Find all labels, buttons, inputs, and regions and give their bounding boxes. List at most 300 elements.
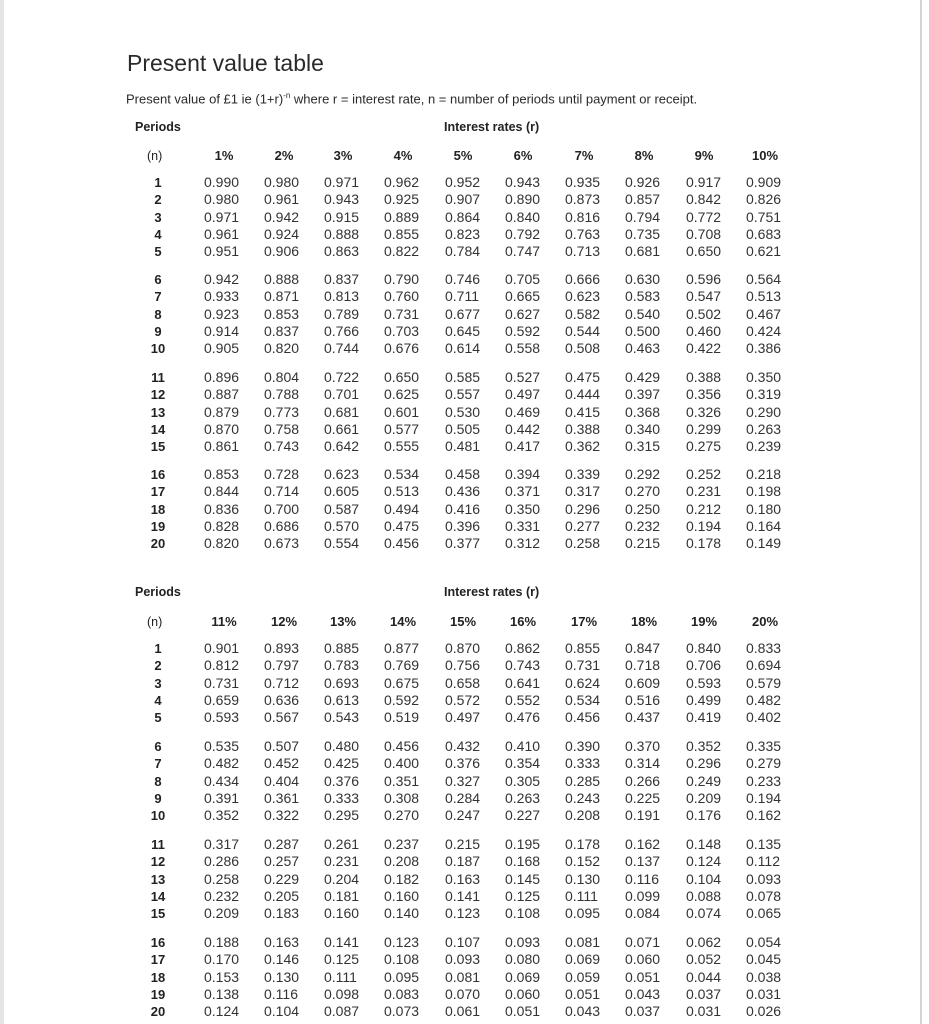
period-number: 4	[154, 692, 162, 708]
table-cell: 0.123	[384, 934, 420, 950]
table-cell: 0.178	[565, 836, 601, 852]
table-cell: 0.232	[625, 517, 661, 534]
table-cell: 0.497	[445, 709, 481, 726]
rate-header: 15%	[449, 614, 477, 629]
table-cell: 0.444	[565, 386, 601, 403]
table-cell: 0.108	[384, 951, 420, 968]
period-number: 13	[150, 871, 166, 887]
table-cell: 0.823	[445, 225, 481, 242]
table-cell: 0.340	[625, 420, 661, 437]
table-cell: 0.837	[264, 322, 300, 339]
table-cell: 0.394	[505, 466, 541, 482]
table-cell: 0.694	[746, 657, 782, 674]
table-cell: 0.104	[686, 870, 722, 887]
period-number: 12	[150, 854, 166, 870]
table-cell: 0.215	[445, 836, 481, 852]
table-cell: 0.456	[384, 738, 420, 754]
table-cell: 0.208	[384, 853, 420, 870]
table-cell: 0.370	[625, 738, 661, 754]
table-cell: 0.231	[686, 483, 722, 500]
table-cell: 0.844	[204, 483, 240, 500]
table-cell: 0.862	[505, 640, 541, 656]
table-cell: 0.797	[264, 657, 300, 674]
table-cell: 0.261	[324, 836, 360, 852]
table-cell: 0.816	[565, 208, 601, 225]
table-cell: 0.163	[264, 934, 300, 950]
table-cell: 0.731	[204, 674, 240, 691]
table-cell: 0.855	[565, 640, 601, 656]
table-cell: 0.296	[565, 500, 601, 517]
table-cell: 0.031	[746, 985, 782, 1002]
table-cell: 0.376	[324, 772, 360, 789]
period-number: 11	[151, 837, 165, 852]
table-cell: 0.513	[746, 288, 782, 305]
table-cell: 0.980	[264, 174, 300, 190]
period-number: 16	[150, 467, 166, 482]
table-cell: 0.071	[625, 934, 661, 950]
table-cell: 0.292	[625, 466, 661, 482]
table-cell: 0.744	[324, 340, 360, 357]
rate-header: 1%	[214, 148, 234, 163]
table-cell: 0.735	[625, 225, 661, 242]
table-cell: 0.388	[565, 420, 601, 437]
table-cell: 0.784	[445, 243, 481, 260]
table-cell: 0.326	[686, 403, 722, 420]
table-cell: 0.182	[384, 870, 420, 887]
table-cell: 0.436	[445, 483, 481, 500]
period-number: 15	[150, 439, 166, 455]
rate-header: 14%	[389, 614, 417, 629]
table-cell: 0.554	[324, 535, 360, 552]
table-cell: 0.270	[625, 483, 661, 500]
table-cell: 0.840	[686, 640, 722, 656]
table-cell: 0.386	[746, 340, 782, 357]
table-cell: 0.062	[686, 934, 722, 950]
table-cell: 0.160	[384, 887, 420, 904]
table-cell: 0.266	[625, 772, 661, 789]
table-cell: 0.706	[686, 657, 722, 674]
table-cell: 0.112	[746, 853, 780, 870]
table-cell: 0.312	[505, 535, 541, 552]
table-cell: 0.416	[445, 500, 481, 517]
rate-header: 8%	[634, 148, 654, 163]
table-cell: 0.961	[204, 225, 240, 242]
table-cell: 0.424	[746, 322, 782, 339]
table-cell: 0.820	[204, 535, 240, 552]
table-cell: 0.356	[686, 386, 722, 403]
table-cell: 0.627	[505, 305, 541, 322]
table-cell: 0.840	[505, 208, 541, 225]
table-cell: 0.354	[505, 755, 541, 772]
table-cell: 0.820	[264, 340, 300, 357]
table-cell: 0.308	[384, 789, 420, 806]
table-cell: 0.909	[746, 174, 782, 190]
table-cell: 0.314	[625, 755, 661, 772]
table-cell: 0.095	[384, 968, 420, 985]
table-cell: 0.031	[686, 1003, 722, 1020]
rate-header: 11%	[211, 614, 237, 629]
table-cell: 0.564	[746, 271, 782, 287]
table-cell: 0.124	[686, 853, 722, 870]
table-cell: 0.915	[324, 208, 360, 225]
table-cell: 0.711	[445, 288, 479, 305]
table-cell: 0.191	[625, 807, 661, 824]
table-cell: 0.400	[384, 755, 420, 772]
table-cell: 0.209	[204, 905, 240, 922]
period-number: 10	[150, 808, 166, 824]
table-cell: 0.665	[505, 288, 541, 305]
table-cell: 0.295	[324, 807, 360, 824]
table-cell: 0.149	[746, 535, 782, 552]
table-cell: 0.513	[384, 483, 420, 500]
table-cell: 0.747	[505, 243, 541, 260]
table-cell: 0.645	[445, 322, 481, 339]
table-cell: 0.864	[445, 208, 481, 225]
table-cell: 0.773	[264, 403, 300, 420]
table-cell: 0.069	[565, 951, 601, 968]
table-cell: 0.790	[384, 271, 420, 287]
table-cell: 0.758	[264, 420, 300, 437]
table-cell: 0.943	[324, 191, 360, 208]
table-cell: 0.054	[746, 934, 782, 950]
table-cell: 0.971	[324, 174, 360, 190]
table-cell: 0.681	[625, 243, 661, 260]
table-cell: 0.577	[384, 420, 420, 437]
table-cell: 0.673	[264, 535, 300, 552]
table-cell: 0.434	[204, 772, 240, 789]
table-cell: 0.074	[686, 905, 722, 922]
table-cell: 0.519	[384, 709, 420, 726]
table-cell: 0.070	[445, 985, 481, 1002]
table-cell: 0.215	[625, 535, 661, 552]
table-cell: 0.078	[746, 887, 782, 904]
table-cell: 0.507	[264, 738, 300, 754]
table-cell: 0.212	[686, 500, 722, 517]
table-cell: 0.658	[445, 674, 481, 691]
table-cell: 0.052	[686, 951, 722, 968]
table-cell: 0.391	[204, 789, 240, 806]
table-cell: 0.708	[686, 225, 722, 242]
subtitle-exponent: -n	[283, 91, 291, 100]
table-cell: 0.794	[625, 208, 661, 225]
table-cell: 0.376	[445, 755, 481, 772]
period-number: 19	[150, 518, 166, 534]
table-cell: 0.051	[505, 1003, 541, 1020]
table-cell: 0.494	[384, 500, 420, 517]
table-cell: 0.138	[204, 985, 240, 1002]
table-cell: 0.700	[264, 500, 300, 517]
table-cell: 0.218	[746, 466, 782, 482]
table-cell: 0.208	[565, 807, 601, 824]
table-cell: 0.475	[384, 517, 420, 534]
table-cell: 0.152	[565, 853, 601, 870]
table-cell: 0.585	[445, 369, 481, 385]
table-cell: 0.942	[204, 271, 240, 287]
table-cell: 0.475	[565, 369, 601, 385]
table-cell: 0.877	[384, 640, 420, 656]
table-cell: 0.452	[264, 755, 300, 772]
table-cell: 0.116	[264, 985, 298, 1002]
table-cell: 0.419	[686, 709, 722, 726]
table-cell: 0.178	[686, 535, 722, 552]
table-cell: 0.141	[445, 887, 481, 904]
period-number: 10	[150, 341, 166, 357]
table-cell: 0.746	[445, 271, 481, 287]
table-cell: 0.499	[686, 691, 722, 708]
table-cell: 0.065	[746, 905, 782, 922]
table-cell: 0.766	[324, 322, 360, 339]
table-cell: 0.099	[625, 887, 661, 904]
table-cell: 0.317	[565, 483, 601, 500]
table-cell: 0.160	[324, 905, 360, 922]
table-cell: 0.508	[565, 340, 601, 357]
table-cell: 0.284	[445, 789, 481, 806]
n-label: (n)	[147, 615, 163, 629]
table-cell: 0.061	[445, 1003, 481, 1020]
table-cell: 0.081	[445, 968, 481, 985]
table-cell: 0.243	[565, 789, 601, 806]
table-cell: 0.368	[625, 403, 661, 420]
table-cell: 0.623	[324, 466, 360, 482]
table-cell: 0.026	[746, 1003, 782, 1020]
table-cell: 0.703	[384, 322, 420, 339]
table-cell: 0.853	[264, 305, 300, 322]
period-number: 2	[154, 658, 162, 674]
table-cell: 0.593	[204, 709, 240, 726]
table-cell: 0.069	[505, 968, 541, 985]
table-cell: 0.095	[565, 905, 601, 922]
table-cell: 0.480	[324, 738, 360, 754]
table-cell: 0.889	[384, 208, 420, 225]
table-cell: 0.530	[445, 403, 481, 420]
table-cell: 0.650	[686, 243, 722, 260]
rate-header: 12%	[270, 614, 298, 629]
table-cell: 0.659	[204, 691, 240, 708]
table-cell: 0.962	[384, 174, 420, 190]
table-cell: 0.769	[384, 657, 420, 674]
table-cell: 0.813	[324, 288, 360, 305]
rate-header: 19%	[690, 614, 718, 629]
table-cell: 0.257	[264, 853, 300, 870]
table-cell: 0.135	[746, 836, 782, 852]
table-cell: 0.093	[746, 870, 782, 887]
table-cell: 0.482	[204, 755, 240, 772]
period-number: 20	[150, 1004, 166, 1020]
rate-header: 9%	[694, 148, 714, 163]
table-cell: 0.543	[324, 709, 360, 726]
rate-header: 6%	[513, 148, 533, 163]
table-cell: 0.534	[565, 691, 601, 708]
table-cell: 0.317	[204, 836, 240, 852]
period-number: 16	[150, 935, 166, 950]
table-cell: 0.712	[264, 674, 300, 691]
table-cell: 0.183	[264, 905, 300, 922]
periods-label: Periods	[135, 120, 181, 134]
table-cell: 0.252	[686, 466, 722, 482]
table-cell: 0.437	[625, 709, 661, 726]
table-cell: 0.822	[384, 243, 420, 260]
table-cell: 0.247	[445, 807, 481, 824]
table-cell: 0.558	[505, 340, 541, 357]
period-number: 7	[154, 756, 162, 772]
table-cell: 0.093	[445, 951, 481, 968]
page-title: Present value table	[127, 50, 324, 76]
rate-header: 7%	[574, 148, 594, 163]
table-cell: 0.783	[324, 657, 360, 674]
table-cell: 0.971	[204, 208, 240, 225]
table-cell: 0.481	[445, 438, 481, 455]
table-cell: 0.279	[746, 755, 782, 772]
table-cell: 0.198	[746, 483, 782, 500]
table-cell: 0.792	[505, 225, 541, 242]
interest-rates-label: Interest rates (r)	[444, 585, 540, 599]
page-edge-right	[920, 0, 922, 1024]
table-cell: 0.826	[746, 191, 782, 208]
period-number: 12	[150, 387, 166, 403]
table-cell: 0.442	[505, 420, 541, 437]
period-number: 9	[154, 323, 162, 339]
table-cell: 0.371	[505, 483, 541, 500]
table-cell: 0.250	[625, 500, 661, 517]
table-cell: 0.961	[264, 191, 300, 208]
table-cell: 0.601	[384, 403, 420, 420]
table-cell: 0.125	[505, 887, 541, 904]
table-cell: 0.162	[625, 836, 661, 852]
table-cell: 0.239	[746, 438, 782, 455]
table-cell: 0.258	[204, 870, 240, 887]
period-number: 5	[154, 244, 162, 260]
period-number: 17	[150, 952, 166, 968]
table-cell: 0.650	[384, 369, 420, 385]
table-cell: 0.333	[565, 755, 601, 772]
period-number: 11	[151, 370, 165, 385]
periods-label: Periods	[135, 585, 181, 599]
table-cell: 0.596	[686, 271, 722, 287]
table-cell: 0.153	[204, 968, 240, 985]
table-cell: 0.140	[384, 905, 420, 922]
table-cell: 0.043	[565, 1003, 601, 1020]
table-cell: 0.828	[204, 517, 240, 534]
table-cell: 0.290	[746, 403, 782, 420]
table-cell: 0.855	[384, 225, 420, 242]
table-cell: 0.093	[505, 934, 541, 950]
table-cell: 0.168	[505, 853, 541, 870]
table-cell: 0.887	[204, 386, 240, 403]
table-cell: 0.714	[264, 483, 300, 500]
table-cell: 0.901	[204, 640, 240, 656]
table-cell: 0.124	[204, 1003, 240, 1020]
period-number: 2	[154, 192, 162, 208]
table-cell: 0.705	[505, 271, 541, 287]
rate-header: 2%	[274, 148, 294, 163]
table-cell: 0.164	[746, 517, 782, 534]
table-cell: 0.613	[324, 691, 360, 708]
table-cell: 0.924	[264, 225, 300, 242]
subtitle-description: where r = interest rate, n = number of periods until payment or receipt.	[290, 91, 698, 107]
table-cell: 0.081	[565, 934, 601, 950]
period-number: 3	[154, 675, 162, 691]
table-cell: 0.258	[565, 535, 601, 552]
table-cell: 0.352	[204, 807, 240, 824]
table-cell: 0.756	[445, 657, 481, 674]
table-cell: 0.123	[445, 905, 481, 922]
table-cell: 0.141	[324, 934, 360, 950]
table-cell: 0.718	[625, 657, 661, 674]
table-cell: 0.043	[625, 985, 661, 1002]
table-cell: 0.233	[746, 772, 782, 789]
table-cell: 0.350	[505, 500, 541, 517]
table-cell: 0.188	[204, 934, 240, 950]
table-cell: 0.111	[565, 887, 598, 904]
table-cell: 0.914	[204, 322, 240, 339]
period-number: 6	[154, 739, 162, 754]
table-cell: 0.417	[505, 438, 541, 455]
period-number: 3	[154, 209, 162, 225]
rate-header: 10%	[751, 148, 779, 163]
table-cell: 0.722	[324, 369, 360, 385]
period-number: 9	[154, 790, 162, 806]
table-cell: 0.045	[746, 951, 782, 968]
table-cell: 0.686	[264, 517, 300, 534]
table-cell: 0.285	[565, 772, 601, 789]
subtitle	[126, 91, 697, 106]
table-cell: 0.111	[324, 968, 357, 985]
table-cell: 0.552	[505, 691, 541, 708]
period-number: 14	[150, 421, 166, 437]
table-cell: 0.661	[324, 420, 360, 437]
table-cell: 0.592	[505, 322, 541, 339]
table-cell: 0.917	[686, 174, 722, 190]
table-cell: 0.390	[565, 738, 601, 754]
period-number: 4	[154, 226, 162, 242]
table-cell: 0.467	[746, 305, 782, 322]
table-cell: 0.263	[505, 789, 541, 806]
table-cell: 0.180	[746, 500, 782, 517]
table-cell: 0.500	[625, 322, 661, 339]
table-cell: 0.636	[264, 691, 300, 708]
table-cell: 0.905	[204, 340, 240, 357]
rate-header: 3%	[333, 148, 353, 163]
table-cell: 0.925	[384, 191, 420, 208]
table-cell: 0.083	[384, 985, 420, 1002]
table-cell: 0.287	[264, 836, 300, 852]
table-cell: 0.772	[686, 208, 722, 225]
table-cell: 0.789	[324, 305, 360, 322]
table-cell: 0.731	[565, 657, 601, 674]
table-cell: 0.804	[264, 369, 300, 385]
table-cell: 0.728	[264, 466, 300, 482]
table-cell: 0.847	[625, 640, 661, 656]
table-cell: 0.432	[445, 738, 481, 754]
period-number: 8	[154, 773, 162, 789]
table-cell: 0.630	[625, 271, 661, 287]
table-cell: 0.037	[625, 1003, 661, 1020]
period-number: 8	[154, 306, 162, 322]
table-cell: 0.788	[264, 386, 300, 403]
table-cell: 0.361	[264, 789, 300, 806]
table-cell: 0.587	[324, 500, 360, 517]
table-cell: 0.570	[324, 517, 360, 534]
table-cell: 0.231	[324, 853, 360, 870]
table-cell: 0.080	[505, 951, 541, 968]
table-cell: 0.299	[686, 420, 722, 437]
table-cell: 0.861	[204, 438, 240, 455]
table-cell: 0.137	[625, 853, 661, 870]
table-cell: 0.885	[324, 640, 360, 656]
table-cell: 0.176	[686, 807, 722, 824]
table-cell: 0.980	[204, 191, 240, 208]
table-cell: 0.088	[686, 887, 722, 904]
